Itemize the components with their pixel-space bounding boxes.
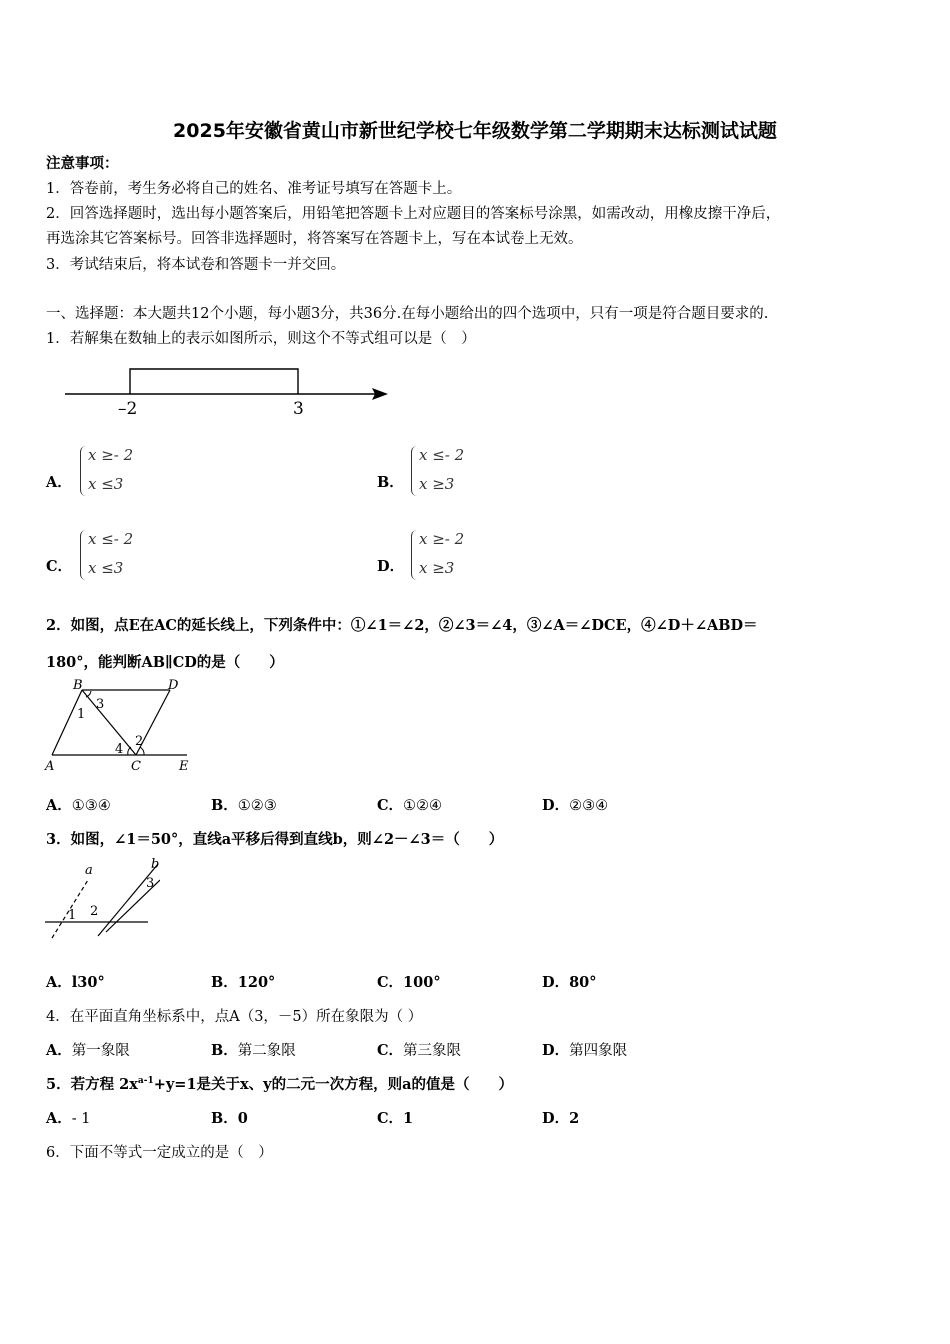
question-6-stem: 6．下面不等式一定成立的是（ ） bbox=[46, 1145, 273, 1161]
svg-text:B: B bbox=[73, 678, 83, 693]
option: A．①③④ bbox=[46, 797, 111, 814]
system-line: x ≥3 bbox=[419, 559, 455, 577]
option: C．第三象限 bbox=[377, 1042, 462, 1059]
svg-text:D: D bbox=[168, 678, 179, 693]
option-label: B． bbox=[377, 474, 404, 491]
system-line: x ≥- 2 bbox=[419, 530, 465, 548]
option: D．第四象限 bbox=[542, 1042, 628, 1059]
notice-heading: 注意事项： bbox=[46, 155, 119, 172]
question-5-stem: 5．若方程 $2x^{a-1}+y=1$是关于x、y的二元一次方程，则a的值是（ ） bbox=[46, 1076, 513, 1093]
notice-item: 1．答卷前，考生务必将自己的姓名、准考证号填写在答题卡上。 bbox=[46, 181, 462, 197]
option: C．100° bbox=[377, 974, 441, 991]
question-1-stem: 1．若解集在数轴上的表示如图所示，则这个不等式组可以是（ ） bbox=[46, 331, 476, 347]
system-line: x ≥- 2 bbox=[88, 446, 134, 464]
axis-label-right: 3 bbox=[293, 399, 304, 419]
system-line: x ≥3 bbox=[419, 475, 455, 493]
option: B．0 bbox=[211, 1110, 248, 1127]
system-line: x ≤3 bbox=[88, 475, 124, 493]
option-label: C． bbox=[46, 558, 73, 575]
option: B．①②③ bbox=[211, 797, 277, 814]
svg-text:a: a bbox=[85, 863, 93, 878]
svg-text:C: C bbox=[131, 759, 141, 774]
system-line: x ≤3 bbox=[88, 559, 124, 577]
option: B．120° bbox=[211, 974, 276, 991]
svg-text:2: 2 bbox=[90, 904, 99, 919]
notice-item: 再选涂其它答案标号。回答非选择题时，将答案写在答题卡上，写在本试卷上无效。 bbox=[46, 231, 583, 247]
option: C．1 bbox=[377, 1110, 414, 1127]
svg-text:1: 1 bbox=[77, 707, 86, 722]
notice-item: 2．回答选择题时，选出每小题答案后，用铅笔把答题卡上对应题目的答案标号涂黑，如需改动，用橡皮擦干净后， bbox=[46, 206, 781, 222]
option: A．l30° bbox=[46, 974, 105, 991]
svg-text:3: 3 bbox=[146, 876, 155, 891]
brace-icon bbox=[80, 446, 86, 496]
brace-icon bbox=[411, 446, 417, 496]
section-heading: 一、选择题：本大题共12个小题，每小题3分，共36分.在每小题给出的四个选项中，只有一项是符合题目要求的. bbox=[46, 306, 769, 322]
system-line: x ≤- 2 bbox=[419, 446, 465, 464]
page-title: 2025年安徽省黄山市新世纪学校七年级数学第二学期期末达标测试试题 bbox=[173, 120, 777, 142]
notice-item: 3．考试结束后，将本试卷和答题卡一并交回。 bbox=[46, 257, 346, 273]
option: B．第二象限 bbox=[211, 1042, 296, 1059]
axis-label-left: –2 bbox=[118, 399, 138, 419]
option: C．①②④ bbox=[377, 797, 443, 814]
option: D．2 bbox=[542, 1110, 580, 1127]
brace-icon bbox=[80, 530, 86, 580]
system-line: x ≤- 2 bbox=[88, 530, 134, 548]
question-4-stem: 4．在平面直角坐标系中，点A（3，－5）所在象限为（ ） bbox=[46, 1009, 423, 1025]
svg-text:4: 4 bbox=[115, 742, 124, 757]
svg-text:E: E bbox=[179, 759, 189, 774]
option-label: A． bbox=[46, 474, 72, 491]
question-3-stem: 3．如图，∠1＝50°，直线a平移后得到直线b，则∠2－∠3＝（ ） bbox=[46, 831, 504, 848]
option: D．80° bbox=[542, 974, 597, 991]
number-line-figure bbox=[60, 362, 395, 422]
option: D．②③④ bbox=[542, 797, 609, 814]
svg-text:1: 1 bbox=[68, 908, 77, 923]
svg-text:2: 2 bbox=[135, 734, 144, 749]
question-2-stem: 2．如图，点E在AC的延长线上，下列条件中：①∠1＝∠2，②∠3＝∠4，③∠A＝∠DCE，④∠D＋∠ABD＝ bbox=[46, 617, 758, 634]
option: A．第一象限 bbox=[46, 1042, 130, 1059]
question-2-stem-cont: 180°，能判断AB∥CD的是（ ） bbox=[46, 654, 284, 671]
brace-icon bbox=[411, 530, 417, 580]
svg-text:A: A bbox=[45, 759, 55, 774]
option-label: D． bbox=[377, 558, 405, 575]
solution-interval bbox=[130, 369, 298, 394]
svg-text:b: b bbox=[151, 857, 160, 872]
translation-figure bbox=[40, 852, 160, 947]
parallelogram-figure bbox=[42, 676, 202, 776]
option: A．- 1 bbox=[46, 1110, 91, 1127]
svg-text:3: 3 bbox=[96, 697, 105, 712]
